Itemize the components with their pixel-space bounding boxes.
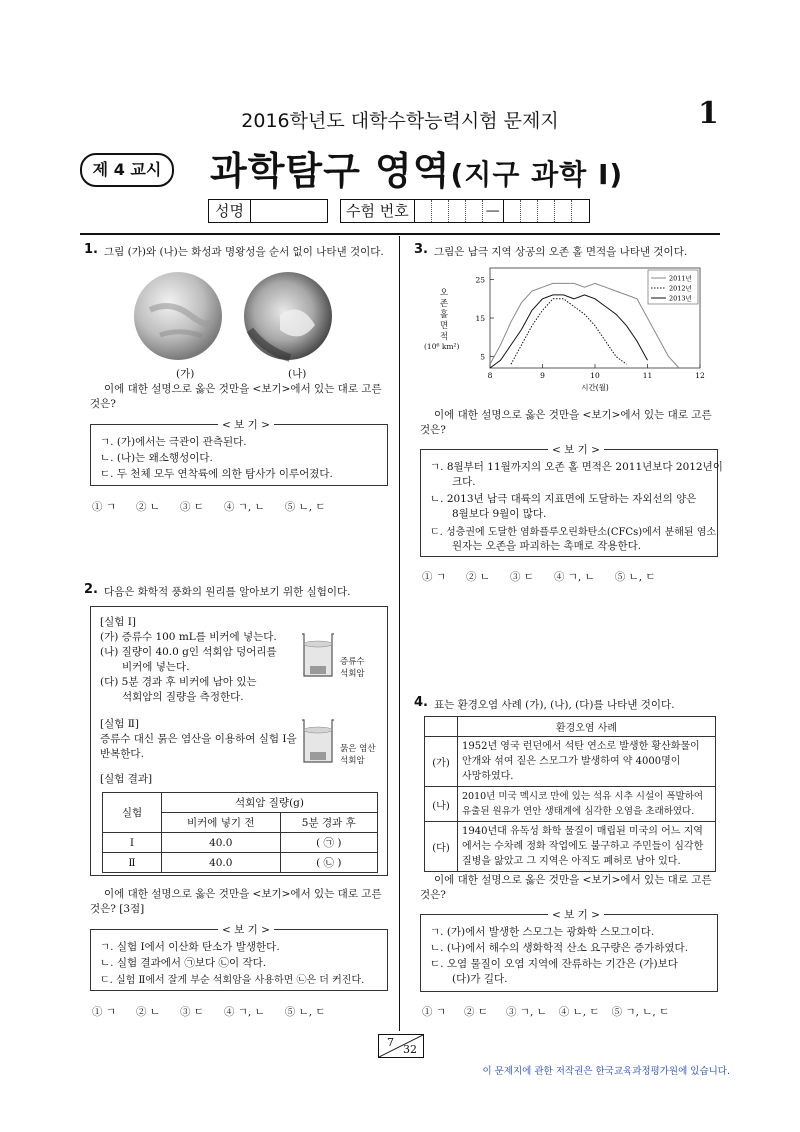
q2-exp2-line: 증류수 대신 묽은 염산을 이용하여 실험 Ⅰ을 [100, 733, 297, 745]
q2-exp2-line: 반복한다. [100, 748, 144, 760]
beaker1-label-limestone: 석회암 [340, 669, 365, 679]
q3-prompt-line2: 것은? [420, 424, 446, 436]
beaker2-image [298, 716, 338, 766]
beaker1-label-water: 증류수 [340, 657, 365, 667]
q2-bogi-label: < 보 기 > [218, 922, 274, 937]
subject-sub: (지구 과학 I) [450, 158, 624, 191]
beaker1-image [298, 630, 338, 680]
q4-case-table [424, 716, 716, 872]
x-tick-label: 11 [642, 371, 653, 380]
table-row: Ⅰ 40.0 ( ㉠ ) [103, 833, 378, 853]
y-tick-label: 25 [475, 275, 485, 285]
q4-prompt-line1: 이에 대한 설명으로 옳은 것만을 <보기>에서 있는 대로 고른 [434, 874, 712, 886]
beaker2-label-limestone: 석회암 [340, 756, 365, 766]
q4-text: 표는 환경오염 사례 (가), (나), (다)를 나타낸 것이다. [434, 699, 675, 711]
q1-text: 그림 (가)와 (나)는 화성과 명왕성을 순서 없이 나타낸 것이다. [104, 246, 384, 258]
q3-bogi-item: 원자는 오존을 파괴하는 촉매로 작용한다. [452, 540, 642, 552]
q4-choice[interactable]: ② ㄷ [463, 1006, 488, 1018]
q3-choice[interactable]: ④ ㄱ, ㄴ [553, 571, 595, 583]
q2-bogi-item: ㄴ. 실험 결과에서 ㉠보다 ㉡이 작다. [100, 957, 267, 969]
q1-prompt-line2: 것은? [90, 398, 116, 410]
q2-exp2-title: [실험 Ⅱ] [100, 718, 139, 730]
q2-prompt-line1: 이에 대한 설명으로 옳은 것만을 <보기>에서 있는 대로 고른 [104, 888, 382, 900]
q3-choice[interactable]: ① ㄱ [422, 571, 446, 583]
q4-number: 4. [414, 695, 428, 710]
q3-prompt-line1: 이에 대한 설명으로 옳은 것만을 <보기>에서 있는 대로 고른 [434, 409, 712, 421]
q3-number: 3. [414, 242, 428, 257]
page-number: 1 [698, 96, 719, 131]
q2-text: 다음은 화학적 풍화의 원리를 알아보기 위한 실험이다. [104, 586, 351, 598]
q1-bogi-item: ㄱ. (가)에서는 극관이 관측된다. [100, 436, 247, 448]
q3-bogi-item: 크다. [452, 476, 476, 488]
q3-choices [422, 569, 722, 584]
q1-planet-images [130, 270, 370, 365]
q3-bogi-item: ㄱ. 8월부터 11월까지의 오존 홀 면적은 2011년보다 2012년이 [430, 461, 723, 473]
footer-page-total: 32 [403, 1043, 417, 1056]
exam-id-box[interactable] [340, 199, 590, 223]
q2-choice[interactable]: ⑤ ㄴ, ㄷ [284, 1006, 326, 1018]
q2-bogi-item: ㄷ. 실험 Ⅱ에서 잘게 부순 석회암을 사용하면 ㉡은 더 커진다. [100, 975, 365, 986]
series-line-2013년 [490, 295, 648, 368]
table-header-exp: 실험 [103, 793, 162, 833]
q2-result-table [102, 792, 378, 873]
footer-page-box [378, 1034, 424, 1058]
period-badge: 제 4 교시 [80, 153, 174, 187]
table-header-before: 비커에 넣기 전 [162, 813, 281, 833]
q1-choice[interactable]: ⑤ ㄴ, ㄷ [284, 501, 326, 513]
table-header-after: 5분 경과 후 [280, 813, 377, 833]
q2-exp1-line: (다) 5분 경과 후 비커에 남아 있는 [100, 676, 257, 688]
q4-choice[interactable]: ① ㄱ [422, 1006, 446, 1018]
q2-exp1-line: 비커에 넣는다. [122, 661, 190, 673]
q1-choice[interactable]: ③ ㄷ [179, 501, 204, 513]
q1-number: 1. [84, 242, 98, 257]
q1-fig-b-label: (나) [288, 368, 307, 380]
q1-bogi-label: < 보 기 > [218, 417, 274, 432]
q1-choice[interactable]: ① ㄱ [92, 501, 116, 513]
q2-exp1-line: (가) 증류수 100 mL를 비커에 넣는다. [100, 631, 277, 643]
q1-bogi-item: ㄷ. 두 천체 모두 연착륙에 의한 탐사가 이루어졌다. [100, 468, 333, 480]
q2-exp1-title: [실험 Ⅰ] [100, 616, 136, 628]
y-tick-label: 15 [475, 314, 485, 323]
q4-table-header: 환경오염 사례 [458, 717, 716, 737]
name-box[interactable] [208, 199, 328, 223]
q3-choice[interactable]: ③ ㄷ [509, 571, 534, 583]
q4-choices [422, 1004, 722, 1019]
table-header-mass: 석회암 질량(g) [162, 793, 378, 813]
beaker2-label-acid: 묽은 염산 [340, 744, 376, 754]
mars-image [134, 272, 222, 360]
subject-main: 과학탐구 영역 [210, 149, 451, 193]
q3-ylabel: 오 존 홀 면 적 [439, 288, 449, 342]
y-tick-label: 5 [480, 352, 485, 362]
copyright-notice: 이 문제지에 관한 저작권은 한국교육과정평가원에 있습니다. [482, 1066, 730, 1077]
x-axis-label: 시간(월) [581, 383, 609, 392]
subject-title [210, 140, 623, 195]
q3-choice[interactable]: ⑤ ㄴ, ㄷ [614, 571, 656, 583]
q1-choices [92, 499, 392, 514]
q3-bogi-item: 8월보다 9월이 많다. [452, 508, 547, 520]
q4-choice[interactable]: ④ ㄴ, ㄷ [558, 1006, 600, 1018]
q4-bogi-item: ㄱ. (가)에서 발생한 스모그는 광화학 스모그이다. [430, 926, 655, 938]
exam-title: 2016학년도 대학수학능력시험 문제지 [241, 110, 559, 132]
q2-choice[interactable]: ② ㄴ [135, 1006, 160, 1018]
name-label: 성명 [209, 200, 251, 222]
q3-text: 그림은 남극 지역 상공의 오존 홀 면적을 나타낸 것이다. [434, 246, 688, 258]
exam-id-dash: — [483, 200, 504, 222]
q2-choices [92, 1004, 392, 1019]
q4-bogi-item: ㄴ. (나)에서 해수의 생화학적 산소 요구량은 증가하였다. [430, 942, 689, 954]
header-rule [80, 233, 720, 235]
q4-choice[interactable]: ③ ㄱ, ㄴ [505, 1006, 547, 1018]
legend-label: 2011년 [669, 274, 692, 283]
q1-choice[interactable]: ④ ㄱ, ㄴ [223, 501, 265, 513]
legend-label: 2013년 [669, 294, 692, 303]
q4-choice[interactable]: ⑤ ㄱ, ㄴ, ㄷ [611, 1006, 670, 1018]
q4-bogi-item: ㄷ. 오염 물질이 오염 지역에 잔류하는 기간은 (가)보다 [430, 958, 678, 970]
x-tick-label: 8 [487, 371, 493, 380]
q1-fig-a-label: (가) [176, 368, 195, 380]
legend-label: 2012년 [669, 284, 692, 293]
exam-id-label: 수험 번호 [341, 200, 415, 222]
table-row: (가) 1952년 영국 런던에서 석탄 연소로 발생한 황산화물이 안개와 섞여 짙은 스모그가 발생하여 약 4000명이 사망하였다. [425, 737, 716, 787]
q3-bogi-item: ㄷ. 성층권에 도달한 염화플루오린화탄소(CFCs)에서 분해된 염소 [430, 527, 717, 538]
q2-result-title: [실험 결과] [100, 773, 153, 785]
x-tick-label: 12 [695, 371, 705, 380]
x-tick-label: 10 [590, 371, 600, 380]
table-row: Ⅱ 40.0 ( ㉡ ) [103, 853, 378, 873]
q3-yunit: (10⁶ km²) [424, 342, 460, 351]
q1-choice[interactable]: ② ㄴ [135, 501, 160, 513]
q1-prompt-line1: 이에 대한 설명으로 옳은 것만을 <보기>에서 있는 대로 고른 [104, 383, 382, 395]
q3-bogi-label: < 보 기 > [548, 442, 604, 457]
q2-bogi-item: ㄱ. 실험 Ⅰ에서 이산화 탄소가 발생한다. [100, 941, 280, 953]
column-divider [399, 236, 400, 1031]
table-row: (다) 1940년대 유독성 화학 물질이 매립된 미국의 어느 지역 에서는 수차례 정화 작업에도 불구하고 주민들이 심각한 질병을 앓았고 그 지역은 아직도 폐허로 남아 있다. [425, 822, 716, 872]
footer-page-current: 7 [387, 1036, 394, 1049]
q2-exp1-line: 석회암의 질량을 측정한다. [122, 691, 244, 703]
q2-choice[interactable]: ③ ㄷ [179, 1006, 204, 1018]
q1-bogi-item: ㄴ. (나)는 왜소행성이다. [100, 452, 213, 464]
q4-bogi-item: (다)가 길다. [452, 973, 508, 985]
q4-prompt-line2: 것은? [420, 889, 446, 901]
q2-prompt-line2: 것은? [3점] [90, 903, 145, 915]
q3-bogi-item: ㄴ. 2013년 남극 대륙의 지표면에 도달하는 자외선의 양은 [430, 493, 697, 505]
table-row: (나) 2010년 미국 멕시코 만에 있는 석유 시추 시설이 폭발하여 유출된 원유가 연안 생태계에 심각한 오염을 초래하였다. [425, 787, 716, 822]
q4-bogi-label: < 보 기 > [548, 907, 604, 922]
q2-exp1-line: (나) 질량이 40.0 g인 석회암 덩어리를 [100, 646, 277, 658]
x-tick-label: 9 [540, 371, 545, 380]
q2-choice[interactable]: ④ ㄱ, ㄴ [223, 1006, 265, 1018]
q3-choice[interactable]: ② ㄴ [465, 571, 490, 583]
ozone-hole-chart [460, 264, 710, 396]
q2-choice[interactable]: ① ㄱ [92, 1006, 116, 1018]
q2-number: 2. [84, 582, 98, 597]
